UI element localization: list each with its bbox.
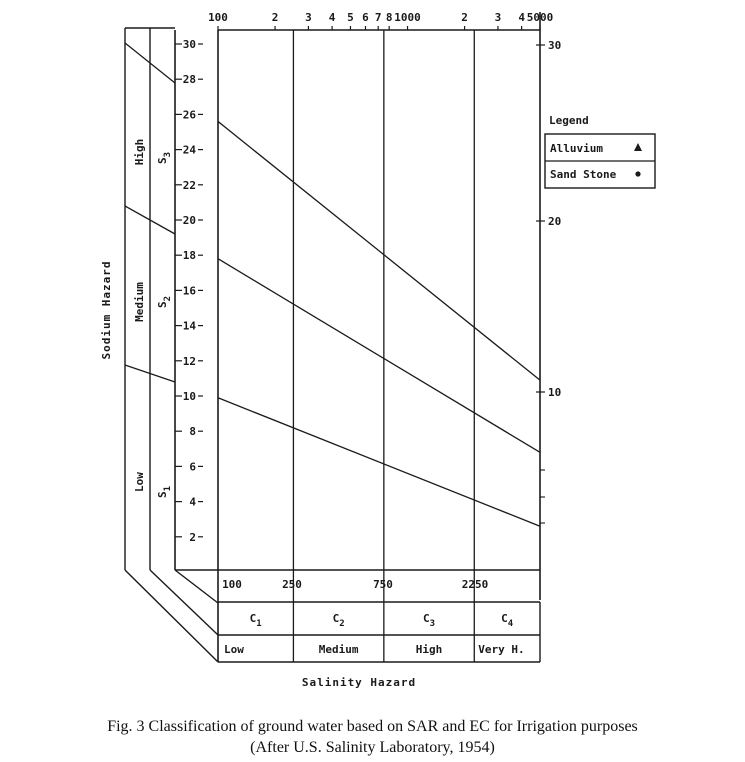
top-tick-label: 3 bbox=[494, 11, 502, 24]
sodium-class-name: High bbox=[133, 138, 146, 166]
hazard-line-1 bbox=[218, 121, 540, 380]
hazard-lines bbox=[218, 121, 540, 526]
salinity-code-sub: 3 bbox=[429, 619, 436, 629]
sodium-hazard-label: Sodium Hazard bbox=[100, 260, 113, 360]
axis-labels bbox=[183, 11, 562, 544]
sar-tick-label: 12 bbox=[182, 354, 196, 368]
sodium-code-letter: S bbox=[156, 491, 169, 499]
sodium-code-sub: 1 bbox=[163, 485, 173, 492]
vertical-grid bbox=[293, 30, 474, 662]
salinity-class-name: High bbox=[415, 643, 443, 656]
caption-line-2: (After U.S. Salinity Laboratory, 1954) bbox=[250, 739, 495, 756]
salinity-class-name: Low bbox=[224, 643, 244, 656]
right-tick-label: 10 bbox=[548, 386, 562, 399]
sar-tick-label: 14 bbox=[182, 319, 196, 333]
sar-tick-label: 16 bbox=[182, 284, 196, 298]
right-tick-label: 20 bbox=[548, 215, 562, 228]
sodium-class-name: Low bbox=[133, 472, 146, 492]
sar-tick-label: 6 bbox=[189, 460, 196, 474]
sar-tick-label: 26 bbox=[182, 108, 196, 122]
sodium-code-letter: S bbox=[156, 157, 169, 165]
salinity-code-letter: C bbox=[501, 612, 508, 625]
sar-tick-label: 24 bbox=[182, 143, 196, 157]
salinity-class-code bbox=[501, 612, 514, 629]
salinity-class-code bbox=[250, 612, 262, 629]
salinity-tick-label: 2250 bbox=[461, 578, 489, 591]
sar-tick-label: 2 bbox=[189, 530, 196, 544]
salinity-tick-label: 250 bbox=[282, 578, 302, 591]
top-tick-label: 8 bbox=[385, 11, 393, 24]
top-tick-label: 1000 bbox=[394, 11, 421, 24]
sar-tick-label: 22 bbox=[182, 178, 196, 192]
hazard-line-2 bbox=[218, 259, 540, 453]
top-tick-label: 2 bbox=[271, 11, 279, 24]
salinity-tick-label: 100 bbox=[222, 578, 242, 591]
sodium-code-sub: 3 bbox=[163, 151, 173, 158]
salinity-class-code bbox=[423, 612, 435, 629]
perspective-line-2 bbox=[150, 570, 218, 635]
hazard-line-3 bbox=[218, 398, 540, 526]
sar-tick-label: 28 bbox=[182, 73, 196, 87]
salinity-code-sub: 2 bbox=[339, 619, 345, 629]
salinity-class-code bbox=[333, 612, 345, 629]
sodium-class-name: Medium bbox=[133, 282, 146, 322]
sodium-class-code bbox=[156, 486, 173, 498]
perspective-line-1 bbox=[125, 570, 218, 662]
sar-tick-label: 30 bbox=[182, 38, 196, 51]
salinity-tick-label: 750 bbox=[373, 578, 393, 591]
caption-line-1: Fig. 3 Classification of ground water based on SAR and EC for Irrigation purposes bbox=[107, 718, 638, 735]
legend-entry-label: Sand Stone bbox=[550, 168, 617, 181]
salinity-class-name: Very H. bbox=[478, 643, 525, 656]
salinity-hazard-panel bbox=[218, 578, 540, 689]
salinity-code-sub: 1 bbox=[256, 619, 262, 629]
salinity-code-letter: C bbox=[249, 612, 257, 625]
top-tick-label: 7 bbox=[374, 11, 382, 24]
top-tick-label: 100 bbox=[208, 11, 228, 24]
top-tick-label: 5000 bbox=[526, 11, 554, 24]
sar-tick-label: 18 bbox=[182, 249, 196, 263]
top-tick-label: 6 bbox=[362, 11, 369, 24]
sar-tick-label: 10 bbox=[182, 390, 196, 403]
sar-tick-label: 20 bbox=[182, 214, 196, 227]
sodium-class-code bbox=[156, 296, 173, 308]
sar-tick-label: 8 bbox=[189, 425, 196, 439]
sodium-class-code bbox=[156, 152, 173, 164]
circle-marker-icon bbox=[635, 171, 640, 176]
sodium-code-letter: S bbox=[156, 301, 169, 309]
salinity-code-letter: C bbox=[423, 612, 430, 625]
triangle-marker-icon bbox=[634, 143, 642, 151]
right-tick-label: 30 bbox=[548, 39, 562, 52]
top-tick-label: 5 bbox=[347, 11, 354, 24]
sodium-hazard-panel bbox=[100, 28, 218, 662]
salinity-hazard-label: Salinity Hazard bbox=[301, 676, 417, 689]
top-tick-label: 4 bbox=[518, 11, 525, 24]
legend-entry-label: Alluvium bbox=[550, 142, 603, 155]
legend-title: Legend bbox=[549, 114, 589, 127]
axis-ticks bbox=[175, 26, 545, 537]
top-tick-label: 3 bbox=[305, 11, 312, 24]
legend bbox=[545, 114, 655, 188]
top-tick-label: 2 bbox=[461, 11, 468, 24]
figure-caption bbox=[0, 716, 745, 758]
salinity-class-name: Medium bbox=[318, 643, 359, 656]
top-tick-label: 4 bbox=[328, 11, 336, 24]
sar-tick-label: 4 bbox=[189, 495, 196, 509]
perspective-line-3 bbox=[175, 570, 218, 603]
sodium-code-sub: 2 bbox=[163, 295, 173, 302]
salinity-code-letter: C bbox=[332, 612, 340, 625]
salinity-code-sub: 4 bbox=[507, 619, 514, 629]
